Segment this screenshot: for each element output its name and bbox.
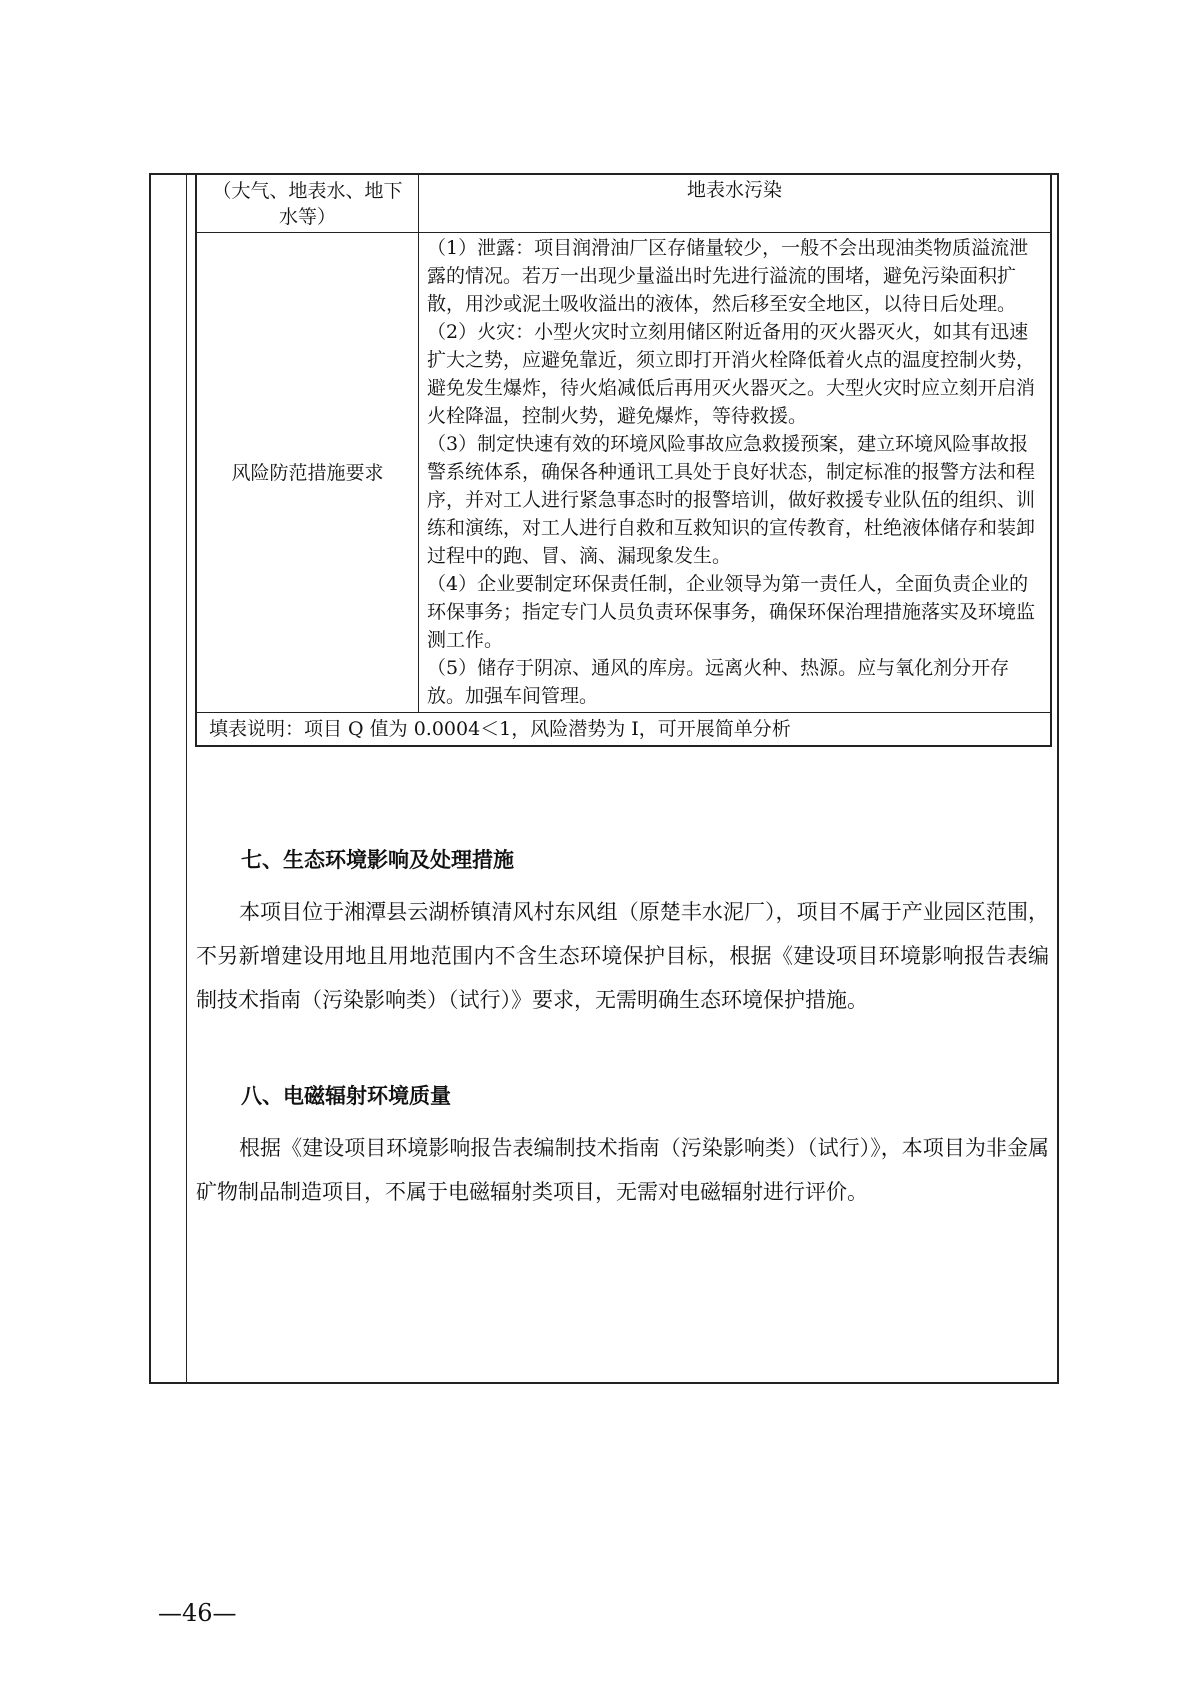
section-ecology [196, 838, 1049, 1022]
risk-item: （4）企业要制定环保责任制，企业领导为第一责任人，全面负责企业的环保事务；指定专门人员负责环保事务，确保环保治理措施落实及环境监测工作。 [427, 573, 1036, 651]
risk-item: （3）制定快速有效的环境风险事故应急救援预案，建立环境风险事故报警系统体系，确保各种通讯工具处于良好状态，制定标准的报警方法和程序，并对工人进行紧急事态时的报警培训，做好救援专业队伍的组织、训练和演练，对工人进行自救和互救知识的宣传教育，杜绝液体储存和装卸过程中的跑、冒、滴、漏现象发生。 [427, 433, 1036, 567]
table-row [196, 174, 1051, 233]
table-row [196, 713, 1051, 747]
risk-item: （1）泄露：项目润滑油厂区存储量较少，一般不会出现油类物质溢流泄露的情况。若万一出现少量溢出时先进行溢流的围堵，避免污染面积扩散，用沙或泥土吸收溢出的液体，然后移至安全地区，以待日后处理。 [427, 237, 1029, 315]
page-number: —46— [158, 1599, 237, 1627]
risk-pathway-label: （大气、地表水、地下水等） [196, 174, 419, 233]
risk-pathway-value: 地表水污染 [419, 174, 1052, 233]
risk-item: （2）火灾：小型火灾时立刻用储区附近备用的灭火器灭火，如其有迅速扩大之势，应避免靠近，须立即打开消火栓降低着火点的温度控制火势，避免发生爆炸，待火焰减低后再用灭火器灭之。大型火灾时应立刻开启消火栓降温，控制火势，避免爆炸，等待救援。 [427, 321, 1036, 427]
risk-measures-content [419, 233, 1052, 713]
section-body: 本项目位于湘潭县云湖桥镇清风村东风组（原楚丰水泥厂），项目不属于产业园区范围，不另新增建设用地且用地范围内不含生态环境保护目标，根据《建设项目环境影响报告表编制技术指南（污染影响类）（试行）》要求，无需明确生态环境保护措施。 [196, 900, 1049, 1012]
section-title: 七、生态环境影响及处理措施 [241, 848, 514, 872]
section-electromagnetic [196, 1074, 1049, 1214]
risk-table [195, 173, 1052, 747]
table-row [196, 233, 1051, 713]
risk-item: （5）储存于阴凉、通风的库房。远离火种、热源。应与氧化剂分开存放。加强车间管理。 [427, 657, 1010, 707]
outer-left-column [151, 175, 187, 1382]
section-title: 八、电磁辐射环境质量 [241, 1084, 451, 1108]
risk-measures-label: 风险防范措施要求 [196, 233, 419, 713]
section-body: 根据《建设项目环境影响报告表编制技术指南（污染影响类）（试行）》，本项目为非金属矿物制品制造项目，不属于电磁辐射类项目，无需对电磁辐射进行评价。 [196, 1136, 1049, 1204]
table-note: 填表说明：项目 Q 值为 0.0004＜1，风险潜势为 I，可开展简单分析 [196, 713, 1051, 747]
